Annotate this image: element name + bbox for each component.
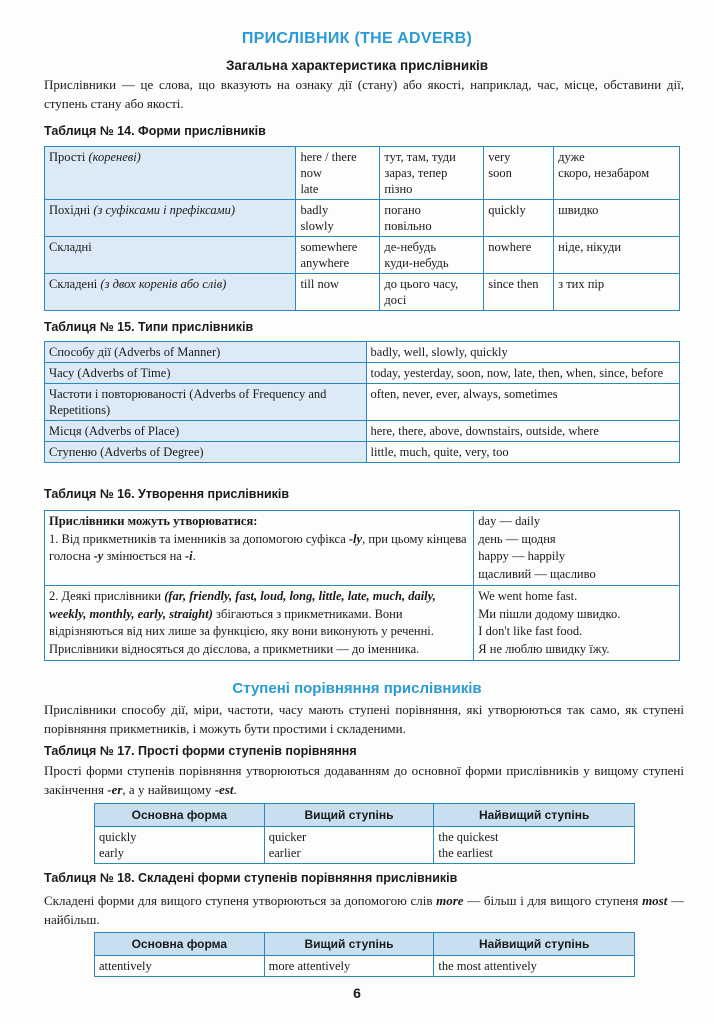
table-cell: till now xyxy=(296,274,380,311)
example-line: щасливий — щасливо xyxy=(478,566,596,581)
table-cell: погано повільно xyxy=(380,200,484,237)
table16-row xyxy=(45,511,680,586)
table15 xyxy=(44,341,680,463)
column-header: Вищий ступінь xyxy=(264,804,434,827)
examples-cell: here, there, above, downstairs, outside, where xyxy=(366,421,679,442)
adverb-word-list: (far, friendly, fast, loud, long, little, late, much, daily, weekly, monthly, early, straight) xyxy=(49,589,436,621)
column-header: Найвищий ступінь xyxy=(434,933,635,956)
general-text: Прислівники — це слова, що вказують на ознаку дії (стану) або якості, наприклад, час, місце, обставини дії, ступень стану або якості. xyxy=(44,77,684,111)
adverb-type-cell: Часу (Adverbs of Time) xyxy=(45,363,367,384)
table-cell: more attentively xyxy=(264,956,434,977)
table16-rule-1: 1. Від прикметників та іменників за допомогою суфікса -ly, при цьому кінцева голосна -y змінюється на -i. xyxy=(49,531,467,563)
table14-row xyxy=(45,237,680,274)
table15-row xyxy=(45,384,680,421)
table-cell: дуже скоро, незабаром xyxy=(554,147,680,200)
table-cell: де-небудь куди-небудь xyxy=(380,237,484,274)
table-cell: до цього часу, досі xyxy=(380,274,484,311)
table15-row xyxy=(45,421,680,442)
table-cell: ніде, нікуди xyxy=(554,237,680,274)
example-line: Я не люблю швидку їжу. xyxy=(478,641,610,656)
table-cell: the most attentively xyxy=(434,956,635,977)
table14-row xyxy=(45,200,680,237)
example-line: We went home fast. xyxy=(478,589,578,603)
table15-caption: Таблиця № 15. Типи прислівників xyxy=(44,320,254,334)
column-header: Найвищий ступінь xyxy=(434,804,635,827)
example-line: happy — happily xyxy=(478,549,566,563)
examples-cell: often, never, ever, always, sometimes xyxy=(366,384,679,421)
table18-caption: Таблиця № 18. Складені форми ступенів порівняння прислівників xyxy=(44,871,458,885)
table17 xyxy=(94,803,635,864)
table18-row xyxy=(95,956,635,977)
table15-row xyxy=(45,342,680,363)
table16-rule-cell xyxy=(45,511,474,586)
example-line: day — daily xyxy=(478,514,541,528)
form-label-cell: Прості (кореневі) xyxy=(45,147,296,200)
table-cell: quicker earlier xyxy=(264,827,434,864)
examples-cell: badly, well, slowly, quickly xyxy=(366,342,679,363)
table-cell: since then xyxy=(484,274,554,311)
comparison-heading: Ступені порівняння прислівників xyxy=(232,680,482,697)
example-line: Ми пішли додому швидко. xyxy=(478,606,621,621)
table-cell: швидко xyxy=(554,200,680,237)
table-cell: quickly early xyxy=(95,827,265,864)
form-label-cell: Складені (з двох коренів або слів) xyxy=(45,274,296,311)
adverb-type-cell: Місця (Adverbs of Place) xyxy=(45,421,367,442)
page-title: ПРИСЛІВНИК (THE ADVERB) xyxy=(241,30,473,47)
table16-row xyxy=(45,586,680,661)
table17-caption: Таблиця № 17. Прості форми ступенів порівняння xyxy=(44,744,357,758)
table-cell: badly slowly xyxy=(296,200,380,237)
table-cell: somewhere anywhere xyxy=(296,237,380,274)
table16-caption: Таблиця № 16. Утворення прислівників xyxy=(44,487,290,501)
table16-rule-cell: 2. Деякі прислівники (far, friendly, fast, loud, long, little, late, much, daily, weekly, monthly, early, straight) збігаються з прикметниками. Вони відрізняються від них лише за функцією, яку вони виконують у реченні. Прислівники відносяться до дієслова, а прикметники — до іменника. xyxy=(45,586,474,661)
form-note: (кореневі) xyxy=(88,150,141,164)
column-header: Основна форма xyxy=(95,804,265,827)
column-header: Основна форма xyxy=(95,933,265,956)
examples-cell: today, yesterday, soon, now, late, then, when, since, before xyxy=(366,363,679,384)
table14-row xyxy=(45,147,680,200)
table18 xyxy=(94,932,635,977)
general-heading: Загальна характеристика прислівників xyxy=(225,58,489,73)
page-number: 6 xyxy=(353,985,361,1001)
table16-rule-heading: Прислівники можуть утворюватися: xyxy=(49,514,258,528)
table-cell: very soon xyxy=(484,147,554,200)
table14-row xyxy=(45,274,680,311)
table-cell: nowhere xyxy=(484,237,554,274)
example-line: I don't like fast food. xyxy=(478,624,583,638)
adverb-type-cell: Частоти і повторюваності (Adverbs of Frequency and Repetitions) xyxy=(45,384,367,421)
form-note: (з двох коренів або слів) xyxy=(100,277,227,291)
table14-caption: Таблиця № 14. Форми прислівників xyxy=(44,124,266,138)
form-label-cell: Похідні (з суфіксами і префіксами) xyxy=(45,200,296,237)
adverb-type-cell: Ступеню (Adverbs of Degree) xyxy=(45,442,367,463)
table-cell: з тих пір xyxy=(554,274,680,311)
column-header: Вищий ступінь xyxy=(264,933,434,956)
adverb-type-cell: Способу дії (Adverbs of Manner) xyxy=(45,342,367,363)
table16-examples-cell xyxy=(474,586,680,661)
table14 xyxy=(44,146,680,311)
table-cell: here / there now late xyxy=(296,147,380,200)
comparison-text: Прислівники способу дії, міри, частоти, часу мають ступені порівняння, які утворюються так само, як ступені порівняння прикметників, і можуть бути простими і складеними. xyxy=(44,702,684,736)
table16-examples-cell xyxy=(474,511,680,586)
table-cell: attentively xyxy=(95,956,265,977)
table18-text: Складені форми для вищого ступеня утворюються за допомогою слів more — більш і для вищого ступеня most — найбільш. xyxy=(44,893,685,927)
table-cell: quickly xyxy=(484,200,554,237)
table-cell: the quickest the earliest xyxy=(434,827,635,864)
table-cell: тут, там, туди зараз, тепер пізно xyxy=(380,147,484,200)
examples-cell: little, much, quite, very, too xyxy=(366,442,679,463)
table17-row xyxy=(95,827,635,864)
form-note: (з суфіксами і префіксами) xyxy=(93,203,235,217)
table15-row xyxy=(45,442,680,463)
table15-row xyxy=(45,363,680,384)
table17-text: Прості форми ступенів порівняння утворюються додаванням до основної форми прислівників у вищому ступені закінчення -er, а у найвищому -est. xyxy=(44,763,684,797)
table16 xyxy=(44,510,680,661)
example-line: день — щодня xyxy=(478,531,556,546)
form-label-cell: Складні xyxy=(45,237,296,274)
